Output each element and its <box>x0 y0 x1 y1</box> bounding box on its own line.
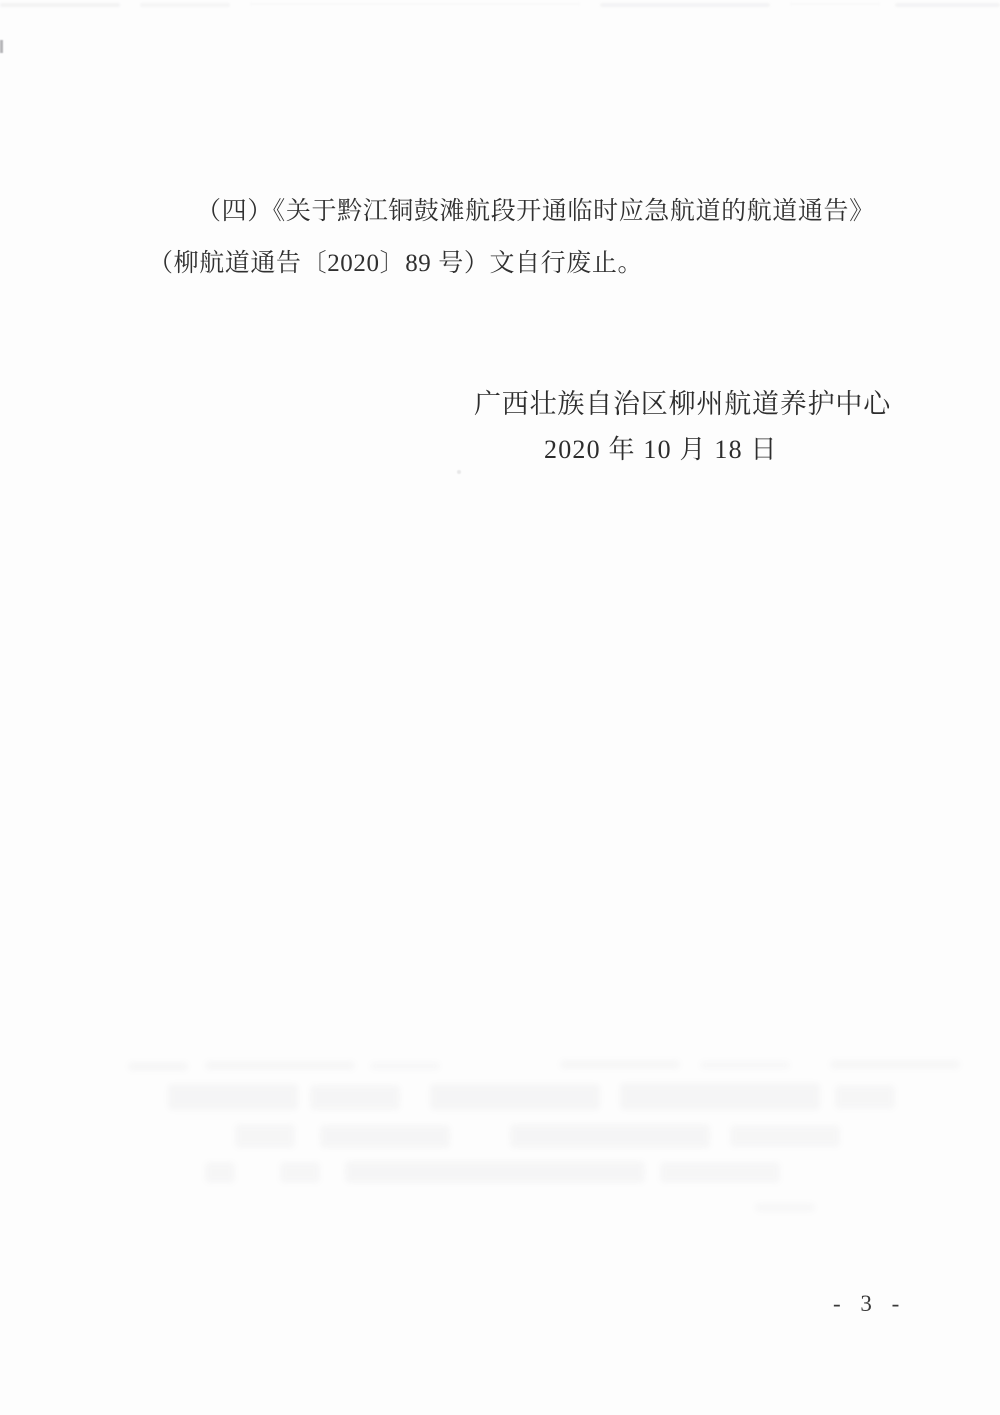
scan-artifact-top <box>0 2 1000 9</box>
left-edge-speck <box>0 40 3 53</box>
paragraph-line: （柳航道通告〔2020〕89 号）文自行废止。 <box>148 250 644 277</box>
page-number: - 3 - <box>833 1291 907 1316</box>
signature-organization: 广西壮族自治区柳州航道养护中心 <box>474 389 891 419</box>
signature-date: 2020 年 10 月 18 日 <box>544 435 778 464</box>
ink-dot-artifact <box>457 470 461 474</box>
paragraph-line: （四）《关于黔江铜鼓滩航段开通临时应急航道的航道通告》 <box>196 198 875 225</box>
